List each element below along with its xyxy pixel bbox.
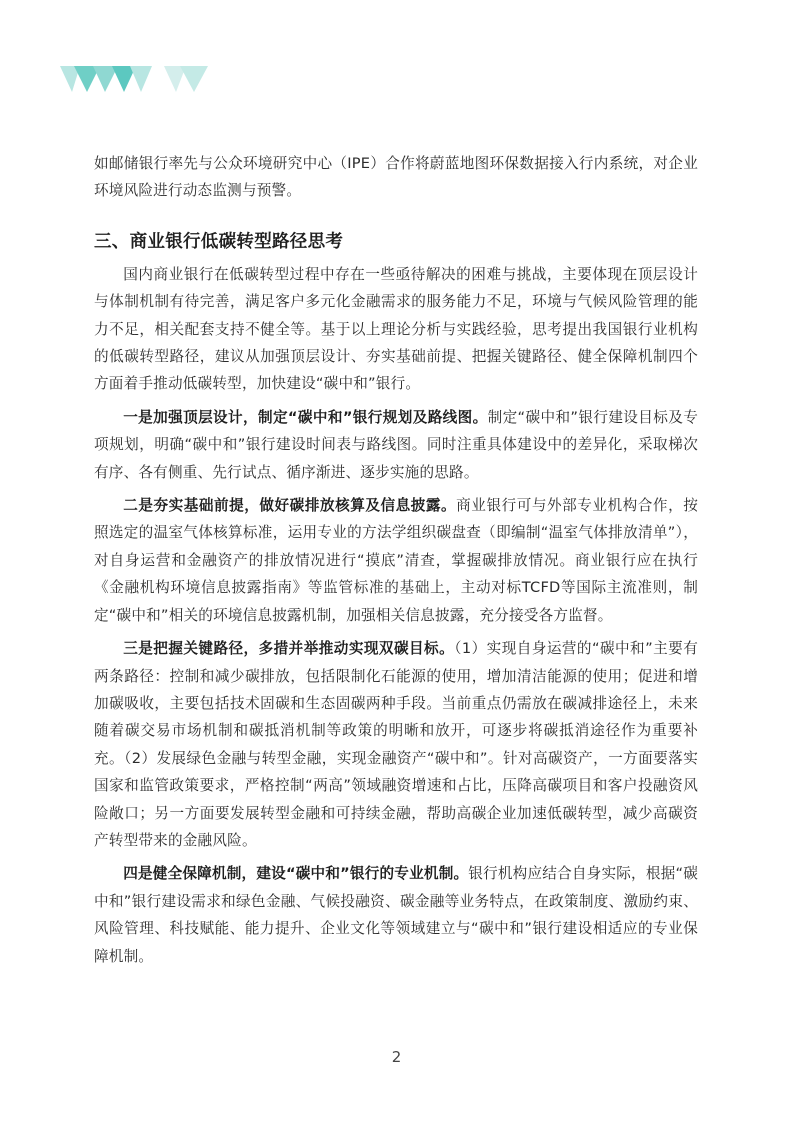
point-lead: 二是夯实基础前提，做好碳排放核算及信息披露。 — [123, 497, 457, 515]
point-paragraph-1 — [94, 404, 698, 486]
triangle-logo-icon — [60, 66, 210, 92]
point-text: 商业银行可与外部专业机构合作，按照选定的温室气体核算标准，运用专业的方法学组织碳盘查（即编制“温室气体排放清单”），对自身运营和金融资产的排放情况进行“摸底”清查，掌握碳排放情况。商业银行应在执行《金融机构环境信息披露指南》等监管标准的基础上，主动对标TCFD等国际主流准则，制定“碳中和”相关的环境信息披露机制，加强相关信息披露，充分接受各方监督。 — [94, 497, 698, 624]
point-text: 银行机构应结合自身实际，根据“碳中和”银行建设需求和绿色金融、气候投融资、碳金融等业务特点，在政策制度、激励约束、风险管理、科技赋能、能力提升、企业文化等领域建立与“碳中和”银行建设相适应的专业保障机制。 — [94, 865, 698, 965]
point-text: （1）实现自身运营的“碳中和”主要有两条路径：控制和减少碳排放，包括限制化石能源的使用，增加清洁能源的使用；促进和增加碳吸收，主要包括技术固碳和生态固碳两种手段。当前重点仍需放在碳减排途径上，未来随着碳交易市场机制和碳抵消机制等政策的明晰和放开，可逐步将碳抵消途径作为重要补充。（2）发展绿色金融与转型金融，实现金融资产“碳中和”。针对高碳资产，一方面要落实国家和监管政策要求，严格控制“两高”领域融资增速和占比，压降高碳项目和客户投融资风险敞口；另一方面要发展转型金融和可持续金融，帮助高碳企业加速低碳转型，减少高碳资产转型带来的金融风险。 — [94, 640, 698, 849]
intro-paragraph: 国内商业银行在低碳转型过程中存在一些亟待解决的困难与挑战，主要体现在顶层设计与体制机制有待完善，满足客户多元化金融需求的服务能力不足，环境与气候风险管理的能力不足，相关配套支持不健全等。基于以上理论分析与实践经验，思考提出我国银行业机构的低碳转型路径，建议从加强顶层设计、夯实基础前提、把握关键路径、健全保障机制四个方面着手推动低碳转型，加快建设“碳中和”银行。 — [94, 265, 698, 393]
point-paragraph-4 — [94, 860, 698, 970]
page-number: 2 — [391, 1048, 402, 1066]
continuation-paragraph: 如邮储银行率先与公众环境研究中心（IPE）合作将蔚蓝地图环保数据接入行内系统，对企业环境风险进行动态监测与预警。 — [94, 155, 698, 200]
point-paragraph-2 — [94, 492, 698, 629]
point-lead: 四是健全保障机制，建设“碳中和”银行的专业机制。 — [123, 865, 469, 883]
point-text: 制定“碳中和”银行建设目标及专项规划，明确“碳中和”银行建设时间表与路线图。同时注重具体建设中的差异化，采取梯次有序、各有侧重、先行试点、循序渐进、逐步实施的思路。 — [94, 408, 699, 481]
document-body — [94, 150, 698, 970]
point-lead: 三是把握关键路径，多措并举推动实现双碳目标。 — [123, 640, 455, 658]
point-paragraph-3 — [94, 635, 698, 854]
section-heading: 三、商业银行低碳转型路径思考 — [94, 231, 344, 252]
point-lead: 一是加强顶层设计，制定“碳中和”银行规划及路线图。 — [123, 408, 488, 426]
